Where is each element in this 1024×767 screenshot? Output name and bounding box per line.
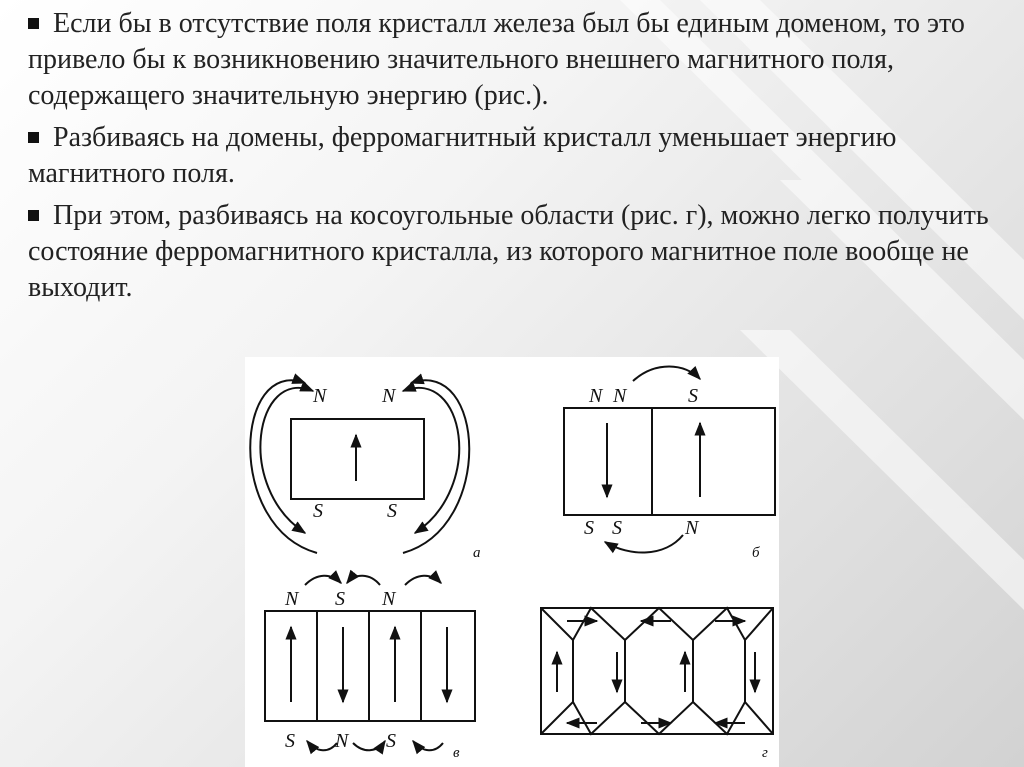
panel-b-top-n1: N: [589, 385, 603, 407]
panel-a-pole-s-right: S: [387, 500, 397, 522]
panel-a-pole-s-left: S: [313, 500, 323, 522]
panel-a: [250, 380, 469, 553]
panel-c-caption: в: [453, 745, 460, 761]
panel-c-field: [353, 741, 385, 750]
domain-diagram: [245, 357, 779, 767]
panel-a-pole-n-left: N: [313, 385, 327, 407]
panel-c-bottom-s1: S: [285, 730, 295, 752]
bullet-icon: [28, 18, 39, 29]
slide-text: [28, 6, 1013, 312]
paragraph-1: Если бы в отсутствие поля кристалл железа был бы единым доменом, то это привело бы к возникновению значительного внешнего магнитного поля, содержащего значительную энергию (рис.).: [28, 8, 965, 111]
panel-d: [541, 608, 773, 734]
domain-figure: [245, 357, 779, 767]
bullet-icon: [28, 210, 39, 221]
panel-a-field-line: [250, 380, 317, 553]
paragraph-3: При этом, разбиваясь на косоугольные области (рис. г), можно легко получить состояние ферромагнитного кристалла, из которого магнитное поле вообще не выходит.: [28, 200, 989, 303]
panel-b-bottom-s1: S: [584, 517, 594, 539]
panel-b-crystal: [564, 408, 775, 515]
panel-c-top-s: S: [335, 588, 345, 610]
panel-a-crystal: [291, 419, 424, 499]
panel-c-field: [305, 576, 341, 585]
panel-b-top-s: S: [688, 385, 698, 407]
panel-b-bottom-n: N: [685, 517, 699, 539]
panel-c-field: [307, 741, 337, 750]
panel-c-bottom-s2: S: [386, 730, 396, 752]
panel-d-caption: г: [762, 745, 768, 761]
panel-a-field-line: [403, 388, 459, 533]
panel-c-top-n2: N: [382, 588, 396, 610]
bullet-icon: [28, 132, 39, 143]
panel-d-wall: [745, 608, 773, 734]
panel-b-bottom-s2: S: [612, 517, 622, 539]
panel-c-field: [347, 576, 380, 585]
panel-c-bottom-n: N: [335, 730, 349, 752]
panel-a-field-line: [260, 388, 313, 533]
panel-b-top-n2: N: [613, 385, 627, 407]
panel-b-caption: б: [752, 545, 760, 561]
panel-d-wall: [693, 608, 745, 734]
panel-b-field-top: [633, 367, 700, 382]
panel-d-wall: [625, 608, 693, 734]
panel-a-field-line: [403, 380, 469, 553]
panel-c-top-n1: N: [285, 588, 299, 610]
panel-c-field: [405, 576, 441, 585]
panel-a-caption: а: [473, 545, 481, 561]
panel-a-pole-n-right: N: [382, 385, 396, 407]
panel-c-field: [413, 741, 443, 750]
paragraph-2: Разбиваясь на домены, ферромагнитный кристалл уменьшает энергию магнитного поля.: [28, 122, 897, 189]
